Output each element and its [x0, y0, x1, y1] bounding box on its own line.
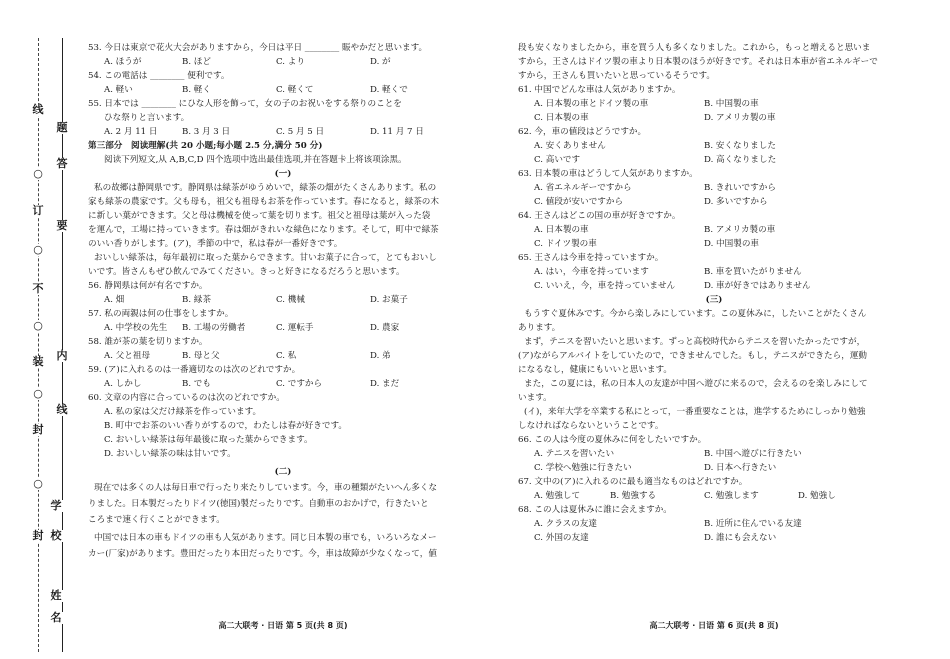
- option: B. 中国製の車: [704, 99, 759, 109]
- option: D. アメリカ製の車: [704, 113, 776, 123]
- question-54: 54. この電話は ________ 便利です。: [88, 71, 230, 81]
- passage-line: まず，テニスを習いたいと思います。ずっと高校時代からテニスを習いたかったですが，: [524, 337, 866, 347]
- option: B. 中国へ遊びに行きたい: [704, 449, 802, 459]
- section-3-title: (三): [705, 295, 723, 305]
- option: D. 中国製の車: [704, 239, 760, 249]
- passage-line: しなければならないということです。: [518, 421, 664, 431]
- question-63: 63. 日本製の車はどうして人気がありますか。: [518, 169, 698, 179]
- passage-line: 段も安くなりましたから，車を買う人も多くなりました。これから，もっと増えると思いま: [518, 43, 871, 53]
- option: A. 父と祖母: [104, 351, 151, 361]
- binding-margin: [0, 0, 74, 659]
- part-3-instructions: 阅读下列短文,从 A,B,C,D 四个选项中选出最佳选项,并在答题卡上将该项涂黑。: [104, 155, 407, 165]
- passage-line: カー(厂家)があります。豊田だったり本田だったりです。今，車は故障が少なくなって，値: [88, 549, 437, 559]
- option: D. 多いですから: [704, 197, 768, 207]
- option: D. 車が好きではありません: [704, 281, 811, 291]
- option: A. 私の家は父だけ緑茶を作っています。: [104, 407, 262, 417]
- option: B. 母と父: [182, 351, 220, 361]
- option: D. 勉強し: [798, 491, 836, 501]
- binding-mark: 内: [54, 350, 70, 362]
- passage-line: になるなし，健康にもいいと思います。: [518, 365, 673, 375]
- option: D. 弟: [370, 351, 391, 361]
- option: A. クラスの友達: [534, 519, 597, 529]
- question-60: 60. 文章の内容に合っているのは次のどれですか。: [88, 393, 285, 403]
- question-59: 59. (ア)に入れるのは一番適切なのは次のどれですか。: [88, 365, 301, 375]
- binding-mark: 答: [54, 158, 70, 170]
- option: B. 勉強する: [610, 491, 657, 501]
- binding-mark: 封: [30, 530, 46, 542]
- option: A. 勉強して: [534, 491, 581, 501]
- question-61: 61. 中国でどんな車は人気がありますか。: [518, 85, 681, 95]
- dashed-cut-line: [38, 38, 39, 652]
- question-66: 66. この人は今度の夏休みに何をしたいですか。: [518, 435, 707, 445]
- option: A. テニスを習いたい: [534, 449, 615, 459]
- binding-label: 学: [48, 500, 64, 512]
- option: C. 5 月 5 日: [276, 127, 325, 137]
- passage-line: おいしい緑茶は，毎年最初に取った葉からできます。甘いお菓子に合って，とてもおいし: [94, 253, 437, 263]
- option: D. 高くなりました: [704, 155, 777, 165]
- option: A. しかし: [104, 379, 142, 389]
- question-53: 53. 今日は東京で花火大会がありますから，今日は平日 ________ 賑やかだと思います。: [88, 43, 428, 53]
- option: A. ほうが: [104, 57, 142, 67]
- question-55: 55. 日本では ________ にひな人形を飾って，女の子のお祝いをする祭りのことを: [88, 99, 402, 109]
- option: C. 私: [276, 351, 297, 361]
- option: B. 軽く: [182, 85, 211, 95]
- passage-line: のいい香りがします。(ア)，季節の中で，私は春が一番好きです。: [88, 239, 343, 249]
- passage-line: を運んで，工場に持っていきます。春は畑がきれいな緑色になります。そして，町中で緑茶: [88, 225, 439, 235]
- page-5-column: [88, 42, 478, 622]
- question-68: 68. この人は夏休みに誰に会えますか。: [518, 505, 672, 515]
- option: A. 軽い: [104, 85, 133, 95]
- option: C. 機械: [276, 295, 305, 305]
- option: A. 安くありません: [534, 141, 606, 151]
- passage-line: 中国では日本の車もドイツの車も人気があります。同じ日本製の車でも，いろいろなメー: [94, 533, 437, 543]
- binding-mark: 要: [54, 220, 70, 232]
- option: C. おいしい緑茶は毎年最後に取った葉からできます。: [104, 435, 313, 445]
- passage-line: すから，王さんはドイツ製の車より日本製のほうが好きです。それは日本車が省エネルギーで: [518, 57, 878, 67]
- binding-mark: 封: [30, 424, 46, 436]
- binding-mark: 装: [30, 356, 46, 368]
- question-55-cont: ひな祭りと言います。: [104, 113, 190, 123]
- option: C. より: [276, 57, 305, 67]
- option: B. 工場の労働者: [182, 323, 246, 333]
- question-58: 58. 誰が茶の葉を切りますか。: [88, 337, 208, 347]
- option: A. 2 月 11 日: [104, 127, 158, 137]
- option: D. 軽くで: [370, 85, 408, 95]
- binding-circle: ○: [30, 478, 46, 490]
- option: A. 日本製の車: [534, 225, 589, 235]
- passage-line: 家も緑茶の農家です。父も母も，祖父も祖母もお茶を作っています。春になると，緑茶の木: [88, 197, 439, 207]
- binding-circle: ○: [30, 320, 46, 332]
- question-57: 57. 私の両親は何の仕事をしますか。: [88, 309, 234, 319]
- option: D. 誰にも会えない: [704, 533, 777, 543]
- binding-mark: 不: [30, 283, 46, 295]
- binding-label: 姓: [48, 590, 64, 602]
- option: A. はい，今車を持っています: [534, 267, 649, 277]
- page-6-column: [518, 42, 910, 622]
- option: C. 軽くて: [276, 85, 314, 95]
- binding-circle: ○: [30, 244, 46, 256]
- option: B. ほど: [182, 57, 211, 67]
- passage-line: います。: [518, 393, 552, 403]
- option: C. 勉強します: [704, 491, 759, 501]
- passage-line: に新しい葉ができます。父と母は機械を使って葉を切ります。祖父と祖母は葉が入った袋: [88, 211, 431, 221]
- option: A. 畑: [104, 295, 125, 305]
- passage-line: もうすぐ夏休みです。今から楽しみにしています。この夏休みに，したいことがたくさん: [524, 309, 867, 319]
- option: B. 3 月 3 日: [182, 127, 231, 137]
- option: A. 省エネルギーですから: [534, 183, 632, 193]
- option: B. 車を買いたがりません: [704, 267, 802, 277]
- option: A. 中学校の先生: [104, 323, 168, 333]
- option: C. ですから: [276, 379, 323, 389]
- option: B. きれいですから: [704, 183, 776, 193]
- question-64: 64. 王さんはどこの国の車が好きですか。: [518, 211, 681, 221]
- option: C. 値段が安いですから: [534, 197, 624, 207]
- binding-label: 校: [48, 530, 64, 542]
- option: D. が: [370, 57, 391, 67]
- passage-line: (イ)，来年大学を卒業する私にとって，一番重要なことは，進学するためにしっかり勉強: [524, 407, 866, 417]
- binding-mark: 题: [54, 122, 70, 134]
- option: D. 日本へ行きたい: [704, 463, 777, 473]
- option: B. でも: [182, 379, 211, 389]
- option: C. 外国の友達: [534, 533, 589, 543]
- binding-mark: 线: [30, 104, 46, 116]
- part-3-heading: 第三部分 阅读理解(共 20 小题;每小题 2.5 分,满分 50 分): [88, 141, 323, 151]
- option: D. おいしい緑茶の味は甘いです。: [104, 449, 236, 459]
- option: C. 日本製の車: [534, 113, 589, 123]
- page-footer-right: 高二大联考 · 日语 第 6 页(共 8 页): [649, 621, 779, 630]
- option: B. 安くなりました: [704, 141, 776, 151]
- question-65: 65. 王さんは今車を持っていますか。: [518, 253, 664, 263]
- passage-line: すから，王さんも買いたいと思っているそうです。: [518, 71, 715, 81]
- option: D. 農家: [370, 323, 400, 333]
- passage-line: いです。皆さんもぜひ飲んでみてください。きっと好きになるだろうと思います。: [88, 267, 405, 277]
- option: D. まだ: [370, 379, 400, 389]
- option: B. アメリカ製の車: [704, 225, 776, 235]
- section-1-title: (一): [274, 169, 292, 179]
- option: C. 高いです: [534, 155, 581, 165]
- passage-line: (ア)ながらアルバイトをしていたので，できませんでした。もし，テニスができたら，運動: [518, 351, 867, 361]
- passage-line: ころまで速く行くことができます。: [88, 515, 225, 525]
- passage-line: りました。日本製だったりドイツ(徳国)製だったりです。自動車のおかげで，行きたいと: [88, 499, 429, 509]
- option: A. 日本製の車とドイツ製の車: [534, 99, 649, 109]
- question-67: 67. 文中の(ア)に入れるのに最も適当なものはどれですか。: [518, 477, 748, 487]
- option: B. 町中でお茶のいい香りがするので，わたしは春が好きです。: [104, 421, 347, 431]
- passage-line: 私の故郷は静岡県です。静岡県は緑茶がゆうめいで，緑茶の畑がたくさんあります。私の: [94, 183, 437, 193]
- option: B. 緑茶: [182, 295, 211, 305]
- passage-line: また，この夏には，私の日本人の友達が中国へ遊びに来るので，会えるのを楽しみにして: [524, 379, 868, 389]
- option: C. ドイツ製の車: [534, 239, 597, 249]
- passage-line: 現在では多くの人は毎日車で行ったり来たりしています。今，車の種類がたいへん多くな: [94, 483, 438, 493]
- binding-mark: 线: [54, 404, 70, 416]
- option: C. 運転手: [276, 323, 314, 333]
- question-56: 56. 静岡県は何が有名ですか。: [88, 281, 208, 291]
- binding-mark: 订: [30, 205, 46, 217]
- option: B. 近所に住んでいる友達: [704, 519, 802, 529]
- binding-label: 名: [48, 612, 64, 624]
- page-footer-left: 高二大联考 · 日语 第 5 页(共 8 页): [218, 621, 348, 630]
- binding-circle: ○: [30, 388, 46, 400]
- option: C. 学校へ勉強に行きたい: [534, 463, 632, 473]
- binding-circle: ○: [30, 168, 46, 180]
- question-62: 62. 今，車の値段はどうですか。: [518, 127, 647, 137]
- option: D. 11 月 7 日: [370, 127, 424, 137]
- passage-line: あります。: [518, 323, 561, 333]
- option: D. お菓子: [370, 295, 408, 305]
- option: C. いいえ，今，車を持っていません: [534, 281, 676, 291]
- section-2-title: (二): [274, 467, 292, 477]
